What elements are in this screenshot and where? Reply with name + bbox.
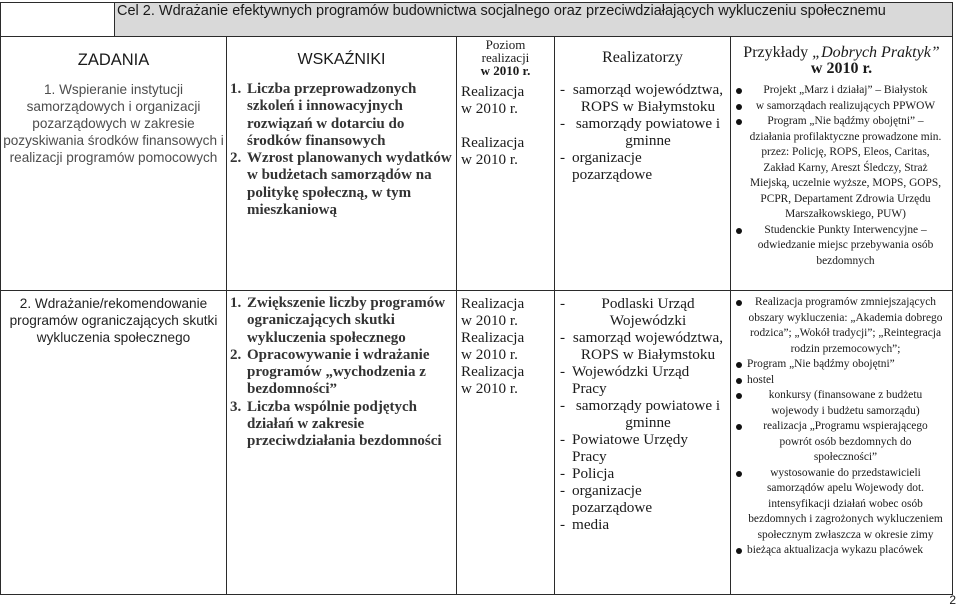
list-item [731,373,944,389]
item-number: 2. [230,150,242,167]
item-number: 2. [230,346,242,363]
poziom-value: Realizacja w 2010 r. [461,134,525,168]
item-text: Wojewódzki Urząd Pracy [572,363,690,397]
item-number: 3. [230,398,242,415]
poziom-cell [457,37,555,291]
page-number: 2 [949,593,956,607]
list-item [555,149,730,183]
title-blank-cell [1,3,115,37]
header-realizatorzy: Realizatorzy [602,49,683,66]
dash: - [560,149,566,166]
poziom-cell [457,291,555,595]
bullet-icon [731,466,747,544]
poziom-list [457,77,554,168]
przyklady-list [731,77,952,269]
item-text: media [572,516,610,533]
item-text: Wzrost planowanych wydatków w budżetach samorządów na politykę społeczną, w tym mieszkaniową [247,150,452,219]
list-item [731,419,944,466]
list-item [555,363,730,397]
list-item [731,99,944,115]
item-text: Podlaski Urząd Wojewódzki [601,295,695,329]
item-number: 1. [230,295,242,311]
przyklady-list [731,291,952,559]
list-item [731,83,944,99]
list-item [555,516,730,533]
item-text: organizacje pozarządowe [572,149,653,183]
realizatorzy-cell [555,37,731,291]
item-text: Zwiększenie liczby programów ograniczających skutki wykluczenia społecznego [247,295,446,346]
item-text: samorząd województwa, ROPS w Białymstoku [572,329,724,363]
item-text: samorządy powiatowe i gminne [575,397,721,431]
dash: - [560,295,566,312]
poziom-value: Realizacja w 2010 r. [461,295,525,329]
item-text: samorządy powiatowe i gminne [575,115,721,149]
item-text: Realizacja programów zmniejszających obszary wykluczenia: „Akademia dobrego rodzica”; „Wokół tradycji”; „Reintegracja rodzin przemocowych”; [748,296,943,355]
przyklady-cell [731,291,953,595]
list-item [230,399,456,451]
list-item [555,465,730,482]
bullet-icon [731,419,747,466]
table-row [1,291,953,595]
list-item [230,295,456,347]
list-item [731,357,944,373]
header-zadania: ZADANIA [77,51,150,69]
item-text: wystosowanie do przedstawicieli samorządów apelu Wojewody dot. intensyfikacji działań wobec osób bezdomnych i zagrożonych wykluczeniem społecznym zwłaszcza w okresie zimy [748,466,943,541]
list-item [555,397,730,431]
item-text: Liczba wspólnie podjętych działań w zakresie przeciwdziałania bezdomności [247,398,442,450]
bullet-icon [731,99,747,115]
table-title: Cel 2. Wdrażanie efektywnych programów budownictwa socjalnego oraz przeciwdziałających wykluczeniu społecznemu [117,3,886,19]
zadanie-cell [1,291,227,595]
item-text: organizacje pozarządowe [572,482,653,516]
wskazniki-list [227,69,456,219]
header-poziom-line: Poziom [485,37,526,52]
list-item [230,347,456,399]
header-przyklady-prefix: Przykłady [743,44,813,61]
item-text: Projekt „Marz i działaj” – Białystok [763,84,928,96]
list-item [731,543,944,559]
wskazniki-list [227,291,456,451]
table-row [1,37,953,291]
dash: - [560,465,566,482]
poziom-value: Realizacja w 2010 r. [461,329,525,363]
item-text: Studenckie Punkty Interwencyjne – odwiedzanie miejsc przebywania osób bezdomnych [757,223,934,267]
list-item [555,482,730,516]
list-item [731,388,944,419]
bullet-icon [731,114,747,223]
dash: - [560,81,566,98]
bullet-icon [731,373,747,389]
item-text: Policja [572,465,615,482]
bullet-icon [731,388,747,419]
zadanie-text: 1. Wspieranie instytucji samorządowych i organizacji pozarządowych w zakresie pozyskiwania środków finansowych i realizacji programów pomocowych [3,82,224,165]
header-poziom [457,37,554,77]
item-text: Liczba przeprowadzonych szkoleń i innowacyjnych rozwiązań w dotarciu do środków finansowych [247,81,417,149]
list-item [555,295,730,329]
dash: - [560,115,566,132]
zadanie-text: 2. Wdrażanie/rekomendowanie programów ograniczających skutki wykluczenia społecznego [9,296,218,345]
list-item [555,329,730,363]
bullet-icon [731,543,747,559]
item-text: Powiatowe Urzędy Pracy [572,431,688,465]
bullet-icon [731,357,747,373]
header-wskazniki: WSKAŹNIKI [297,51,386,68]
list-item [731,295,944,357]
item-number: 1. [230,81,242,97]
list-item [555,431,730,465]
item-text: Opracowywanie i wdrażanie programów „wychodzenia z bezdomności” [247,346,430,398]
wskazniki-cell [227,37,457,291]
header-poziom-line: w 2010 r. [480,63,531,78]
item-text: konkursy (finansowane z budżetu wojewody i budżetu samorządu) [768,389,923,417]
realizatorzy-cell [555,291,731,595]
item-text: realizacja „Programu wspierającego powrót osób bezdomnych do społeczności” [763,420,928,463]
poziom-list [457,291,554,397]
item-text: samorząd województwa, ROPS w Białymstoku [572,81,724,115]
dash: - [560,363,566,380]
goals-table [0,2,953,595]
list-item [555,81,730,115]
dash: - [560,482,566,499]
item-text: hostel [747,373,775,386]
poziom-value: Realizacja w 2010 r. [461,363,525,397]
header-przyklady-italic: „Dobrych Praktyk” [812,44,940,61]
zadanie-cell [1,37,227,291]
header-poziom-line: realizacji [481,50,530,65]
item-text: Program „Nie bądźmy obojętni” – działania profilaktyczne prowadzone min. przez: Policję, ROPS, Eleos, Caritas, Zakład Karny, Areszt Śledczy, Straż Miejską, uczelnie wyższe, MOPS, GOPS, PCPR, Departament Zdrowia Urzędu Marszałkowskiego, PUW) [749,115,942,220]
realizatorzy-list [555,291,730,533]
bullet-icon [731,223,747,270]
poziom-value: Realizacja w 2010 r. [461,83,525,117]
bullet-icon [731,295,747,357]
list-item [230,150,456,219]
header-przyklady [731,37,952,77]
dash: - [560,397,566,414]
dash: - [560,431,566,448]
list-item [731,466,944,544]
bullet-icon [731,83,747,99]
dash: - [560,329,566,346]
realizatorzy-list [555,67,730,183]
item-text: w samorządach realizujących PPWOW [755,99,936,112]
list-item [731,114,944,223]
wskazniki-cell [227,291,457,595]
item-text: Program „Nie bądźmy obojętni” [747,358,895,370]
header-przyklady-year: w 2010 r. [810,60,873,77]
list-item [230,81,456,150]
title-cell [115,3,953,37]
item-text: bieżąca aktualizacja wykazu placówek [747,544,924,556]
dash: - [560,516,566,533]
przyklady-cell [731,37,953,291]
list-item [731,223,944,270]
list-item [555,115,730,149]
